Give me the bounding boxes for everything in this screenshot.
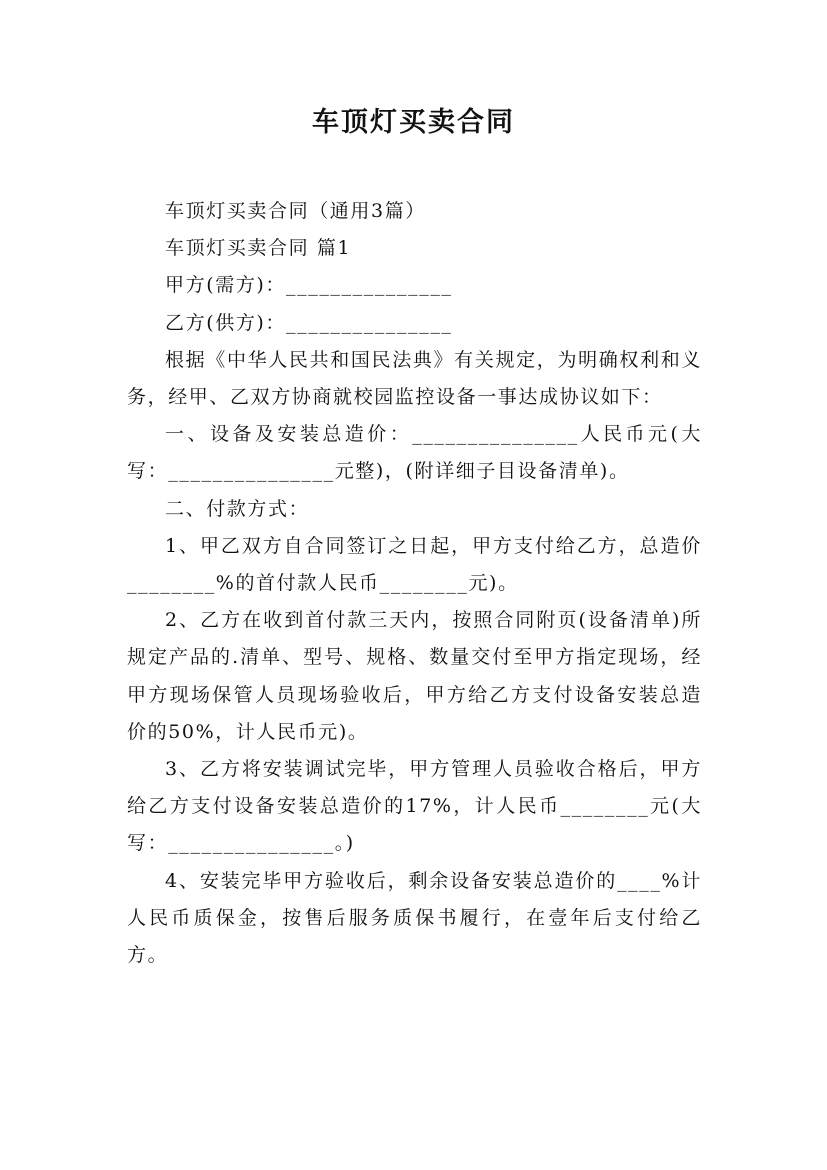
document-title: 车顶灯买卖合同 (312, 107, 515, 138)
paragraph-clause-1: 一、设备及安装总造价：_______________人民币元(大写：_______________元整)，(附详细子目设备清单)。 (127, 423, 702, 483)
paragraph-article-heading: 车顶灯买卖合同 篇1 (165, 237, 352, 260)
paragraph-party-b: 乙方(供方)：_______________ (165, 311, 453, 334)
paragraph-payment-1: 1、甲乙双方自合同签订之日起，甲方支付给乙方，总造价________%的首付款人民币________元)。 (127, 534, 702, 595)
paragraph-payment-2: 2、乙方在收到首付款三天内，按照合同附页(设备清单)所规定产品的.清单、型号、规格、数量交付至甲方指定现场，经甲方现场保管人员现场验收后，甲方给乙方支付设备安装总造价的50%，计人民币元)。 (127, 609, 702, 743)
paragraph-payment-4: 4、安装完毕甲方验收后，剩余设备安装总造价的____%计人民币质保金，按售后服务质保书履行，在壹年后支付给乙方。 (127, 869, 702, 967)
paragraph-heading-subtitle: 车顶灯买卖合同（通用3篇） (165, 200, 426, 222)
paragraph-clause-2-heading: 二、付款方式： (165, 497, 310, 520)
paragraph-party-a: 甲方(需方)：_______________ (165, 274, 453, 297)
paragraph-preamble: 根据《中华人民共和国民法典》有关规定，为明确权利和义务，经甲、乙双方协商就校园监控设备一事达成协议如下： (127, 348, 702, 409)
paragraph-payment-3: 3、乙方将安装调试完毕，甲方管理人员验收合格后，甲方给乙方支付设备安装总造价的17%，计人民币________元(大写：_______________。) (127, 758, 702, 855)
document-body (127, 193, 702, 974)
